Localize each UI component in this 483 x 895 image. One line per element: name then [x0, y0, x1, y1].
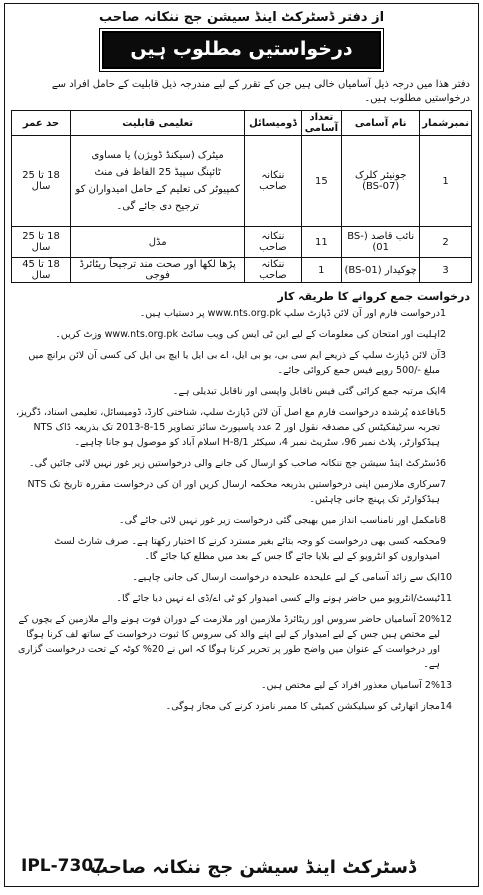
- list-item: [13, 591, 470, 606]
- table-row: [12, 227, 472, 258]
- cell-post: جونیئر کلرک (BS-07): [342, 136, 420, 227]
- item-number: 4: [440, 386, 447, 397]
- job-advertisement: [4, 3, 479, 887]
- table-row: [12, 258, 472, 283]
- item-text: نامکمل اور نامناسب انداز میں بھیجی گئی درخواست زیر غور نہیں لائی جائے گی۔: [119, 515, 440, 526]
- item-number: 5: [440, 407, 447, 418]
- list-item: [13, 534, 470, 564]
- office-title: از دفتر ڈسٹرکٹ اینڈ سیشن جج ننکانہ صاحب: [98, 10, 385, 25]
- item-text: سرکاری ملازمین اپنی درخواستیں بذریعہ محکمہ ارسال کریں اور ان کی درخواست مقررہ تاریخ تک NTS ہیڈکوارٹر تک پہنچ جانی چاہئیں۔: [27, 479, 440, 505]
- qualification-line: کمپیوٹر کی تعلیم کے حامل امیدواران کو ترجیح دی جائے گی۔: [75, 184, 240, 212]
- item-text: ایک سے زائد آسامی کے لیے علیحدہ علیحدہ درخواست ارسال کی جانی چاہیے۔: [132, 572, 440, 583]
- qualification-line: ٹائپنگ سپیڈ 25 الفاظ فی منٹ: [94, 167, 221, 178]
- item-text: ڈسٹرکٹ اینڈ سیشن جج ننکانہ صاحب کو ارسال کی جانے والی درخواستیں زیر غور نہیں لائی جائیں گی۔: [29, 458, 440, 469]
- header-count: تعداد آسامی: [301, 111, 342, 136]
- table-row: [12, 136, 472, 227]
- signature-title: ڈسٹرکٹ اینڈ سیشن جج ننکانہ صاحب: [89, 857, 416, 878]
- cell-count: 15: [301, 136, 342, 227]
- item-number: 11: [440, 593, 453, 604]
- cell-domicile: ننکانہ صاحب: [245, 258, 301, 283]
- banner-container: [5, 31, 478, 69]
- item-number: 2: [440, 329, 447, 340]
- item-number: 6: [440, 458, 447, 469]
- list-item: [13, 513, 470, 528]
- header-domicile: ڈومیسائل: [245, 111, 301, 136]
- cell-domicile: ننکانہ صاحب: [245, 136, 301, 227]
- cell-post: نائب قاصد (BS-01): [342, 227, 420, 258]
- list-item: [13, 327, 470, 342]
- list-item: [13, 384, 470, 399]
- application-method-title: درخواست جمع کروانے کا طریقہ کار: [277, 290, 470, 303]
- cell-age: 18 تا 25 سال: [12, 227, 71, 258]
- qualification-line: میٹرک (سیکنڈ ڈویژن) یا مساوی: [91, 150, 224, 161]
- item-text: اہلیت اور امتحان کی معلومات کے لیے این ٹی ایس کی ویب سائٹ www.nts.org.pk وزٹ کریں۔: [55, 329, 440, 340]
- item-text: 2% آسامیاں معذور افراد کے لیے مختص ہیں۔: [260, 680, 440, 691]
- cell-count: 11: [301, 227, 342, 258]
- cell-post: چوکیدار (BS-01): [342, 258, 420, 283]
- cell-count: 1: [301, 258, 342, 283]
- cell-qualification: [71, 136, 245, 227]
- item-number: 14: [440, 701, 453, 712]
- list-item: [13, 456, 470, 471]
- item-text: محکمہ کسی بھی درخواست کو وجہ بتائے بغیر مسترد کرنے کا اختیار رکھتا ہے۔ صرف شارٹ لسٹ امیدواروں کو انٹرویو کے لیے بلایا جائے گا جس کے بعد میں مطلع کیا جائے گا۔: [54, 536, 440, 562]
- intro-text: دفتر ھذا میں درجہ ذیل آسامیاں خالی ہیں جن کے تقرر کے لیے مندرجہ ذیل قابلیت کے حامل افراد سے درخواستیں مطلوب ہیں۔: [51, 79, 470, 104]
- header-qualification: تعلیمی قابلیت: [71, 111, 245, 136]
- item-text: باقاعدہ پُرشدہ درخواست فارم مع اصل آن لائن ڈپازٹ سلپ، شناختی کارڈ، ڈومیسائل، تعلیمی اسناد، ڈگریز، تجربہ سرٹیفکیٹس کی مصدقہ نقول اور 2 عدد پاسپورٹ سائز تصاویر 15-8-2013 تک بذریعہ ڈاک NTS ہیڈکوارٹر، پلاٹ نمبر 96، سٹریٹ نمبر 4، سیکٹر H-8/1 اسلام آباد کو موصول ہو جانا چاہیے۔: [15, 407, 440, 448]
- list-item: [13, 612, 470, 672]
- item-number: 3: [440, 350, 447, 361]
- item-text: ایک مرتبہ جمع کرائی گئی فیس ناقابل واپسی اور ناقابل تبدیلی ہے۔: [172, 386, 440, 397]
- item-text: آن لائن ڈپازٹ سلپ کے ذریعے ایم سی بی، یو بی ایل، اے بی ایل یا ایچ بی ایل کی کسی آن لائن برانچ میں مبلغ -/500 روپے فیس جمع کروائی جائے۔: [28, 350, 440, 376]
- item-number: 1: [440, 308, 447, 319]
- list-item: [13, 405, 470, 450]
- cell-qualification: مڈل: [71, 227, 245, 258]
- list-item: [13, 699, 470, 714]
- list-item: [13, 306, 470, 321]
- cell-serial: 2: [420, 227, 472, 258]
- item-number: 13: [440, 680, 453, 691]
- list-item: [13, 348, 470, 378]
- table-header-row: [12, 111, 472, 136]
- list-item: [13, 477, 470, 507]
- applications-wanted-banner: درخواستیں مطلوب ہیں: [102, 31, 380, 69]
- header-post: نام آسامی: [342, 111, 420, 136]
- item-text: 20% آسامیاں حاضر سروس اور ریٹائرڈ ملازمین اور ملازمت کے دوران فوت ہونے والے ملازمین کے بچوں کے لیے مختص ہیں جس کے لیے امیدوار کے لیے اپنے والد کی سروس کا ثبوت درخواست کے ساتھ لف کرنا ہوگا اور درخواست کے عنوان میں واضح طور پر تحریر کرنا ہوگا کہ اس نے 20% کوٹہ کے تحت درخواست گزاری ہے۔: [18, 614, 440, 670]
- cell-age: 18 تا 25 سال: [12, 136, 71, 227]
- cell-domicile: ننکانہ صاحب: [245, 227, 301, 258]
- item-text: ٹیسٹ/انٹرویو میں حاضر ہونے والے کسی امیدوار کو ٹی اے/ڈی اے نہیں دیا جائے گا۔: [116, 593, 440, 604]
- list-item: [13, 570, 470, 585]
- header-serial: نمبرشمار: [420, 111, 472, 136]
- item-number: 12: [440, 614, 453, 625]
- cell-qualification: پڑھا لکھا اور صحت مند ترجیحاً ریٹائرڈ فوجی: [71, 258, 245, 283]
- cell-serial: 3: [420, 258, 472, 283]
- header-age-limit: حد عمر: [12, 111, 71, 136]
- list-item: [13, 678, 470, 693]
- instructions-list: [13, 306, 470, 714]
- item-number: 8: [440, 515, 447, 526]
- cell-age: 18 تا 45 سال: [12, 258, 71, 283]
- item-text: مجاز اتھارٹی کو سیلیکشن کمیٹی کا ممبر نامزد کرنے کی مجاز ہوگی۔: [165, 701, 440, 712]
- cell-serial: 1: [420, 136, 472, 227]
- item-number: 9: [440, 536, 447, 547]
- vacancies-table: [11, 110, 472, 283]
- item-number: 10: [440, 572, 453, 583]
- ipl-number: IPL-7307: [21, 856, 105, 876]
- item-number: 7: [440, 479, 447, 490]
- item-text: درخواست فارم اور آن لائن ڈپازٹ سلپ www.nts.org.pk پر دستیاب ہیں۔: [139, 308, 440, 319]
